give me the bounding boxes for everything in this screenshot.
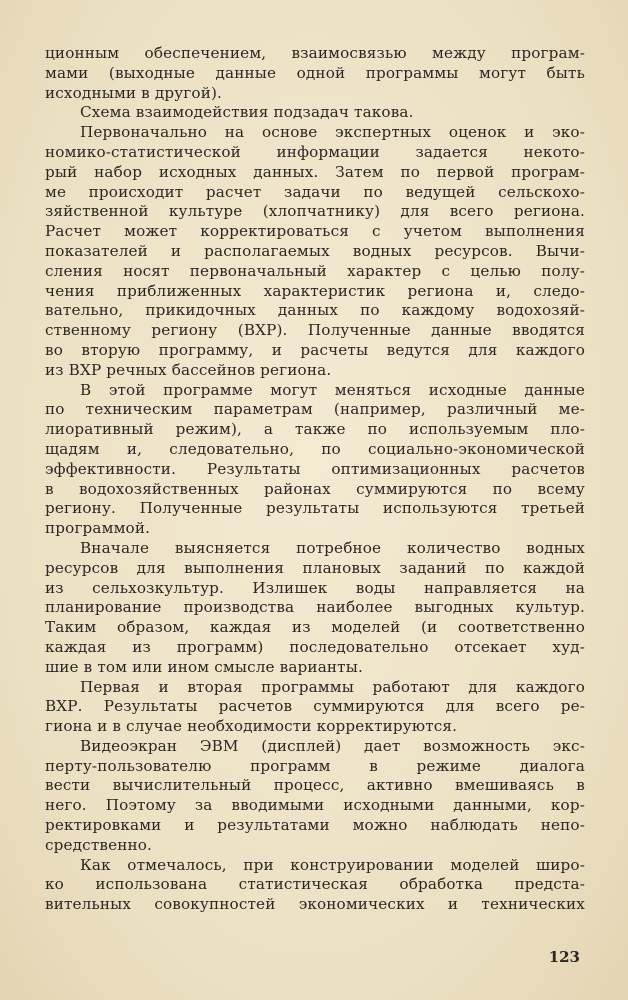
text-line: Первая и вторая программы работают для каждого [80,677,585,696]
text-line: зяйственной культуре (хлопчатнику) для всего региона. [45,202,585,221]
text-line: вительных совокупностей экономических и технических [45,895,585,914]
text-line: региону. Полученные результаты используются третьей [45,499,585,518]
text-line: рый набор исходных данных. Затем по первой програм- [45,162,585,181]
text-line: планирование производства наиболее выгодных культур. [45,598,585,617]
text-line: Первоначально на основе экспертных оценок и эко- [80,123,585,142]
text-line: показателей и располагаемых водных ресурсов. Вычи- [45,241,585,260]
text-line: ционным обеспечением, взаимосвязью между програм- [45,44,585,62]
text-line: по техническим параметрам (например, различный ме- [45,400,585,419]
text-line: Как отмечалось, при конструировании моделей широ- [80,855,585,874]
text-line: щадям и, следовательно, по социально-экономической [45,439,585,458]
text-line: Вначале выясняется потребное количество водных [80,538,585,557]
text-line: из ВХР речных бассейнов региона. [45,360,332,379]
text-line: каждая из программ) последовательно отсекает худ- [45,637,585,656]
text-line: ственному региону (ВХР). Полученные данные вводятся [45,321,585,340]
text-line: мами (выходные данные одной программы могут быть [45,63,585,82]
text-line: В этой программе могут меняться исходные данные [80,380,585,399]
text-line: ко использована статистическая обработка предста- [45,875,585,894]
text-line: Видеоэкран ЭВМ (дисплей) дает возможность экс- [80,736,585,755]
text-line: сления носят первоначальный характер с целью полу- [45,261,585,280]
text-line: ме происходит расчет задачи по ведущей сельскохо- [45,182,585,201]
text-line: Схема взаимодействия подзадач такова. [80,103,414,122]
text-line: ресурсов для выполнения плановых заданий по каждой [45,558,585,577]
text-line: лиоративный режим), а также по используемым пло- [45,420,585,439]
text-line: него. Поэтому за вводимыми исходными данными, кор- [45,796,585,815]
text-line: шие в том или ином смысле варианты. [45,657,363,676]
text-line: программой. [45,519,151,538]
text-line: Таким образом, каждая из моделей (и соответственно [45,618,585,637]
text-line: Расчет может корректироваться с учетом выполнения [45,222,585,241]
body-text [45,44,585,915]
text-line: номико-статистической информации задается некото- [45,142,585,161]
text-line: ректировками и результатами можно наблюдать непо- [45,816,585,835]
text-line: вести вычислительный процесс, активно вмешиваясь в [45,776,585,795]
text-line: ВХР. Результаты расчетов суммируются для всего ре- [45,697,585,716]
text-line: во вторую программу, и расчеты ведутся для каждого [45,340,585,359]
text-line: эффективности. Результаты оптимизационных расчетов [45,459,585,478]
page-number: 123 [548,948,580,966]
text-line: в водохозяйственных районах суммируются по всему [45,479,585,498]
text-line: чения приближенных характеристик региона и, следо- [45,281,585,300]
text-line: средственно. [45,835,153,854]
text-line: вательно, прикидочных данных по каждому водохозяй- [45,301,585,320]
text-line: гиона и в случае необходимости корректируются. [45,717,458,736]
text-line: из сельхозкультур. Излишек воды направляется на [45,578,585,597]
text-line: исходными в другой). [45,83,223,102]
text-line: перту-пользователю программ в режиме диалога [45,756,585,775]
